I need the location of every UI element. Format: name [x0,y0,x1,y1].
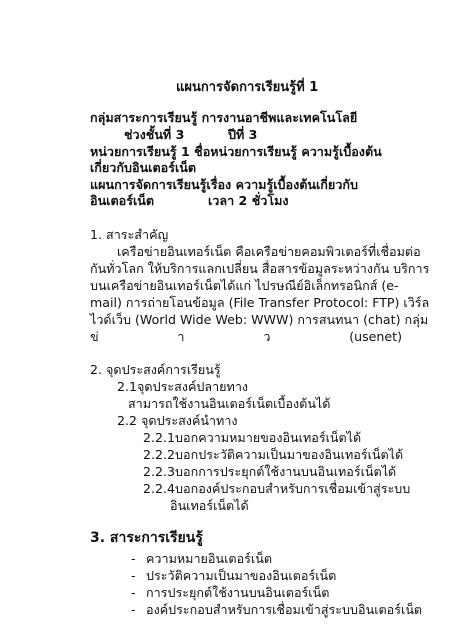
objective-item: 2.2.1บอกความหมายของอินเทอร์เน็ตได้ [143,430,362,445]
content-bullet: องค์ประกอบสำหรับการเชื่อมเข้าสู่ระบบอินเตอร์เน็ต [146,602,423,617]
section1-heading: 1. สาระสำคัญ [90,227,169,242]
plan-time: เวลา 2 ชั่วโมง [208,193,289,208]
level-text: ช่วงชั้นที่ 3 [124,127,185,142]
section3-heading: 3. สาระการเรียนรู้ [90,530,203,546]
subject-group-line: กลุ่มสาระการเรียนรู้ การงานอาชีพและเทคโนโลยี [90,110,358,125]
bullet-dash: - [131,568,136,583]
objective-item: 2.2.4บอกองค์ประกอบสำหรับการเชื่อมเข้าสู่ระบบ [143,481,411,496]
objective-item: 2.2.2บอกประวัติความเป็นมาของอินเทอร์เน็ตได้ [143,447,404,462]
section1-line: ไวด์เว็บ (World Wide Web: WWW) การสนทนา (chat) กลุ่ม [90,312,429,327]
unit-line-1: หน่วยการเรียนรู้ 1 ชื่อหน่วยการเรียนรู้ ความรู้เบื้องต้น [90,144,382,159]
plan-line-1: แผนการจัดการเรียนรู้เรื่อง ความรู้เบื้องต้นเกี่ยวกับ [90,177,359,192]
content-bullet: ประวัติความเป็นมาของอินเตอร์เน็ต [146,568,337,583]
year-text: ปีที่ 3 [228,127,258,142]
section2-2-heading: 2.2 จุดประสงค์นำทาง [117,413,238,428]
spread-fragment: (usenet) [349,329,402,344]
section1-line: เครือข่ายอินเทอร์เน็ต คือเครือข่ายคอมพิวเตอร์ที่เชื่อมต่อ [117,244,421,259]
plan-subject: อินเตอร์เน็ต [90,193,155,208]
section1-line: mail) การถ่ายโอนข้อมูล (File Transfer Protocol: FTP) เวิร์ล [90,295,430,310]
page-title: แผนการจัดการเรียนรู้ที่ 1 [176,80,319,95]
section2-1-text: สามารถใช้งานอินเตอร์เน็ตเบื้องต้นได้ [128,396,331,411]
spread-fragment: ว [263,329,271,344]
bullet-dash: - [131,602,136,617]
objective-item-continuation: อินเทอร์เน็ตได้ [170,498,249,513]
content-bullet: การประยุกต์ใช้งานบนอินเตอร์เน็ต [146,585,330,600]
objective-item: 2.2.3บอกการประยุกต์ใช้งานบนอินเทอร์เน็ตได้ [143,464,397,479]
section1-line: กันทั่วโลก ให้บริการแลกเปลี่ยน สื่อสารข้อมูลระหว่างกัน บริการ [90,261,430,276]
bullet-dash: - [131,551,136,566]
spread-fragment: ข่ [90,329,99,344]
section1-line: บนเครือข่ายอินเทอร์เน็ตได้แก่ ไปรษณีย์อิเล็กทรอนิกส์ (e- [90,278,399,293]
content-bullet: ความหมายอินเตอร์เน็ต [146,551,272,566]
section2-heading: 2. จุดประสงค์การเรียนรู้ [90,362,221,377]
section1-line-spread [90,329,402,345]
section2-1-heading: 2.1จุดประสงค์ปลายทาง [117,379,249,394]
bullet-dash: - [131,585,136,600]
spread-fragment: า [177,329,185,344]
unit-line-2: เกี่ยวกับอินเตอร์เน็ต [90,160,197,175]
